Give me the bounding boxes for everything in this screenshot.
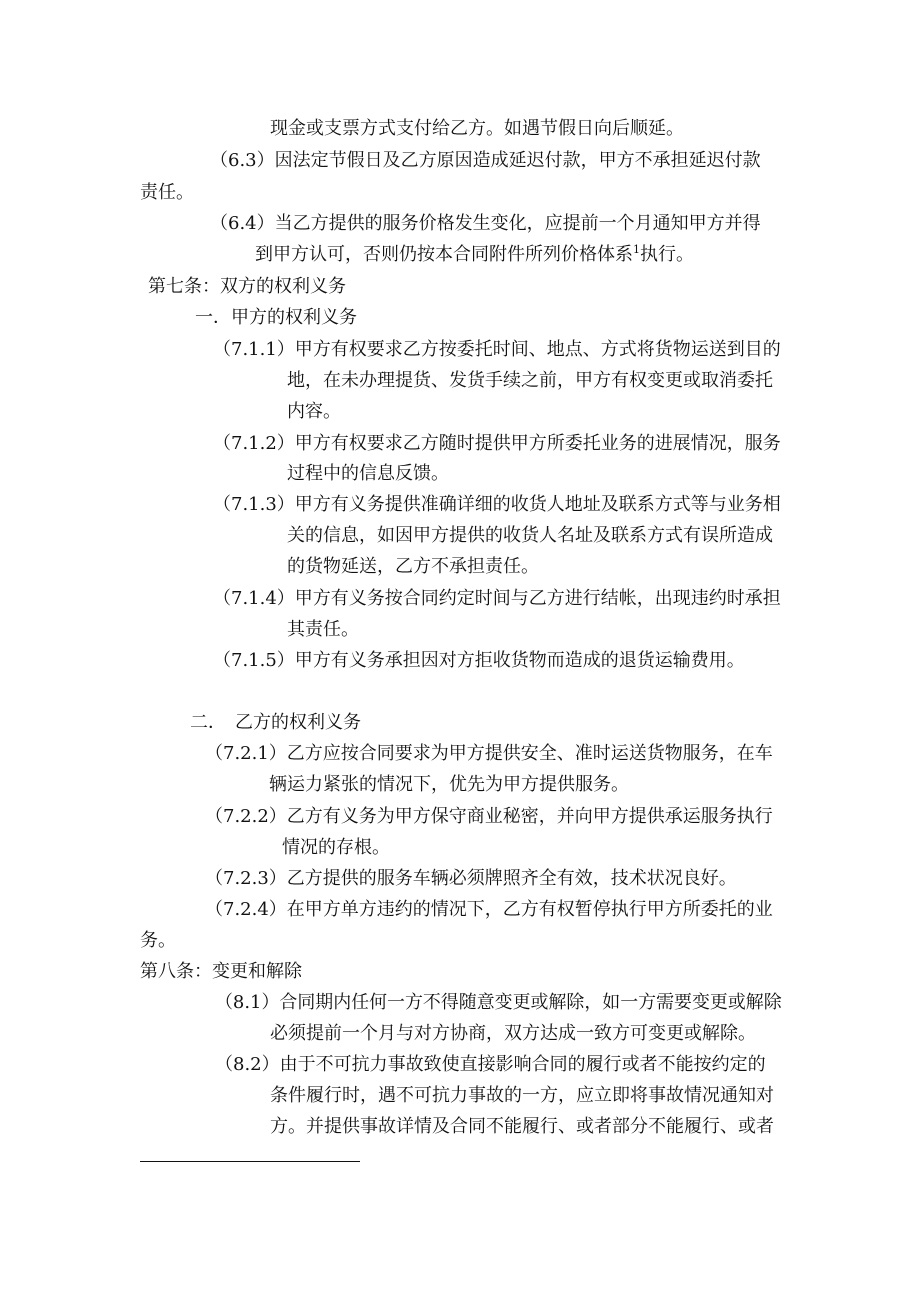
clause-7-2-2: （7.2.2）乙方有义务为甲方保守商业秘密，并向甲方提供承运服务执行: [205, 806, 773, 827]
clause-7-1-3: （7.1.3）甲方有义务提供准确详细的收货人地址及联系方式等与业务相: [213, 494, 781, 515]
article-7-heading: 第七条：双方的权利义务: [148, 276, 346, 297]
clause-7-1-4: （7.1.4）甲方有义务按合同约定时间与乙方进行结帐，出现违约时承担: [213, 588, 781, 609]
text-span: 到甲方认可，否则仍按本合同附件所列价格体系: [255, 244, 633, 265]
text-line: 关的信息，如因甲方提供的收货人名址及联系方式有误所造成: [287, 525, 773, 546]
footnote-separator: [140, 1161, 360, 1162]
text-span: 执行。: [640, 244, 694, 265]
clause-7-1-1: （7.1.1）甲方有权要求乙方按委托时间、地点、方式将货物运送到目的: [213, 339, 781, 360]
text-line: 辆运力紧张的情况下，优先为甲方提供服务。: [269, 774, 629, 795]
text-line: 现金或支票方式支付给乙方。如遇节假日向后顺延。: [270, 118, 684, 139]
section-1-heading: 一．甲方的权利义务: [195, 307, 357, 328]
text-line: 方。并提供事故详情及合同不能履行、或者部分不能履行、或者: [270, 1116, 774, 1137]
clause-7-2-4: （7.2.4）在甲方单方违约的情况下，乙方有权暂停执行甲方所委托的业: [205, 899, 773, 920]
clause-8-1: （8.1）合同期内任何一方不得随意变更或解除，如一方需要变更或解除: [215, 992, 782, 1013]
clause-6-4: （6.4）当乙方提供的服务价格发生变化，应提前一个月通知甲方并得: [210, 213, 761, 234]
footnote-marker: 1: [633, 243, 640, 256]
text-line: 其责任。: [287, 619, 359, 640]
clause-7-1-2: （7.1.2）甲方有权要求乙方随时提供甲方所委托业务的进展情况，服务: [213, 433, 781, 454]
clause-8-2: （8.2）由于不可抗力事故致使直接影响合同的履行或者不能按约定的: [215, 1054, 766, 1075]
text-line: 必须提前一个月与对方协商，双方达成一致方可变更或解除。: [270, 1023, 756, 1044]
clause-7-1-5: （7.1.5）甲方有义务承担因对方拒收货物而造成的退货运输费用。: [213, 650, 745, 671]
clause-7-2-1: （7.2.1）乙方应按合同要求为甲方提供安全、准时运送货物服务，在车: [205, 743, 773, 764]
text-line: 地，在未办理提货、发货手续之前，甲方有权变更或取消委托: [287, 370, 773, 391]
clause-7-2-3: （7.2.3）乙方提供的服务车辆必须牌照齐全有效，技术状况良好。: [205, 868, 737, 889]
text-line: 条件履行时，遇不可抗力事故的一方，应立即将事故情况通知对: [270, 1085, 774, 1106]
article-8-heading: 第八条：变更和解除: [140, 961, 302, 982]
text-line: 责任。: [140, 182, 194, 203]
text-line: 情况的存根。: [282, 837, 390, 858]
text-line: 过程中的信息反馈。: [287, 463, 449, 484]
text-line: [255, 243, 694, 267]
section-2-heading: 二． 乙方的权利义务: [190, 712, 361, 733]
text-line: 内容。: [287, 401, 341, 422]
text-line: 的货物延送，乙方不承担责任。: [287, 556, 539, 577]
clause-6-3: （6.3）因法定节假日及乙方原因造成延迟付款，甲方不承担延迟付款: [210, 150, 761, 171]
text-line: 务。: [140, 930, 176, 951]
